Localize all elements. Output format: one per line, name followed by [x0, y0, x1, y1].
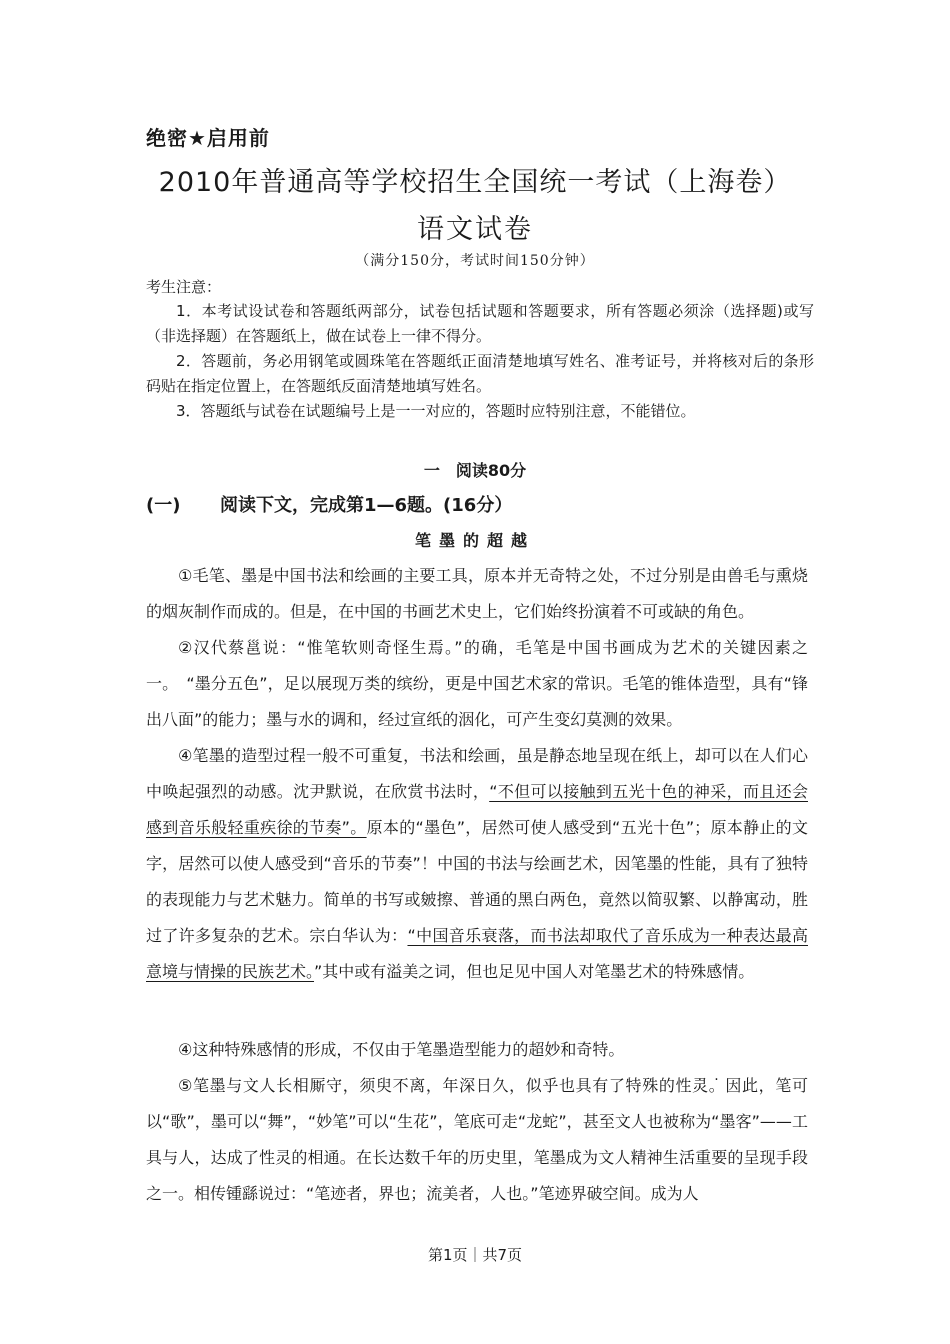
exam-score-time-info: （满分150分，考试时间150分钟） — [355, 253, 595, 269]
paragraph-text: ④笔墨的造型过程一般不可重复，书法和绘画，虽是静态地呈现在纸上，却可以在人们心中唤起强烈的动感。沈尹默说，在欣赏书法时， — [146, 746, 808, 801]
emphasis-dot-char: 性 — [675, 1076, 693, 1095]
section-heading: 一 阅读80分 — [423, 461, 527, 480]
article-paragraph-4 — [146, 738, 808, 990]
part-instruction: 阅读下文，完成第1—6题。(16分） — [220, 495, 513, 516]
underlined-quote-2: “中国音乐衰落，而书法却取代了音乐成为一种表达最高意境与情操的民族艺术。 — [146, 926, 808, 981]
article-paragraph-2: ②汉代蔡邕说：“惟笔软则奇怪生焉。”的确，毛笔是中国书画成为艺术的关键因素之一。 “墨分五色”，足以展现万类的缤纷，更是中国艺术家的常识。毛笔的锥体造型，具有“锋出八面”的能力；墨与水的调和，经过宣纸的洇化，可产生变幻莫测的效果。 — [146, 638, 808, 729]
part-heading — [146, 491, 512, 517]
article-paragraph-6 — [146, 1068, 808, 1212]
article-title: 笔墨的超越 — [414, 531, 535, 550]
paragraph-text: 原本的“墨色”，居然可使人感受到“五光十色”；原本静止的文字，居然可以使人感受到“音乐的节奏”！中国的书法与绘画艺术，因笔墨的性能，具有了独特的表现能力与艺术魅力。简单的书写或皴擦、普通的黑白两色，竟然以简驭繁、以静寓动，胜过了许多复杂的艺术。宗白华认为： — [146, 818, 808, 945]
notice-label: 考生注意： — [146, 278, 222, 296]
paragraph-text: ⑤笔墨与文人长相厮守，须臾不离，年深日久，似乎也具有了特殊的 — [178, 1076, 676, 1095]
notice-item-2: 2．答题前，务必用钢笔或圆珠笔在答题纸正面清楚地填写姓名、准考证号，并将核对后的条形码贴在指定位置上，在答题纸反面清楚地填写姓名。 — [146, 352, 814, 395]
article-paragraph-1: ①毛笔、墨是中国书法和绘画的主要工具，原本并无奇特之处，不过分别是由兽毛与熏烧的烟灰制作而成的。但是，在中国的书画艺术史上，它们始终扮演着不可或缺的角色。 — [146, 566, 808, 621]
notice-item-3: 3．答题纸与试卷在试题编号上是一一对应的，答题时应特别注意，不能错位。 — [176, 402, 696, 420]
emphasis-dot-char: 灵 — [692, 1076, 709, 1095]
paragraph-text: 。因此，笔可以“歌”，墨可以“舞”，“妙笔”可以“生花”，笔底可走“龙蛇”，甚至文人也被称为“墨客”——工具与人，达成了性灵的相通。在长达数千年的历史里，笔墨成为文人精神生活重要的呈现手段之一。相传锺繇说过：“笔迹者，界也；流美者，人也。”笔迹界破空间。成为人 — [146, 1076, 808, 1203]
article-paragraph-5: ④这种特殊感情的形成，不仅由于笔墨造型能力的超妙和奇特。 — [178, 1040, 625, 1059]
notice-item-1: 1．本考试设试卷和答题纸两部分，试卷包括试题和答题要求，所有答题必须涂（选择题)或写（非选择题）在答题纸上，做在试卷上一律不得分。 — [146, 302, 814, 345]
exam-main-title: 2010年普通高等学校招生全国统一考试（上海卷） — [158, 167, 792, 198]
secret-mark: 绝密★启用前 — [146, 126, 270, 150]
page-footer: 第1页｜共7页 — [427, 1246, 523, 1264]
exam-subject-title: 语文试卷 — [417, 214, 533, 245]
part-number: (一) — [146, 495, 181, 516]
underlined-quote-1: “不但可以接触到五光十色的神采，而且还会感到音乐般轻重疾徐的节奏”。 — [146, 782, 808, 837]
paragraph-text: ”其中或有溢美之词，但也足见中国人对笔墨艺术的特殊感情。 — [314, 962, 755, 981]
